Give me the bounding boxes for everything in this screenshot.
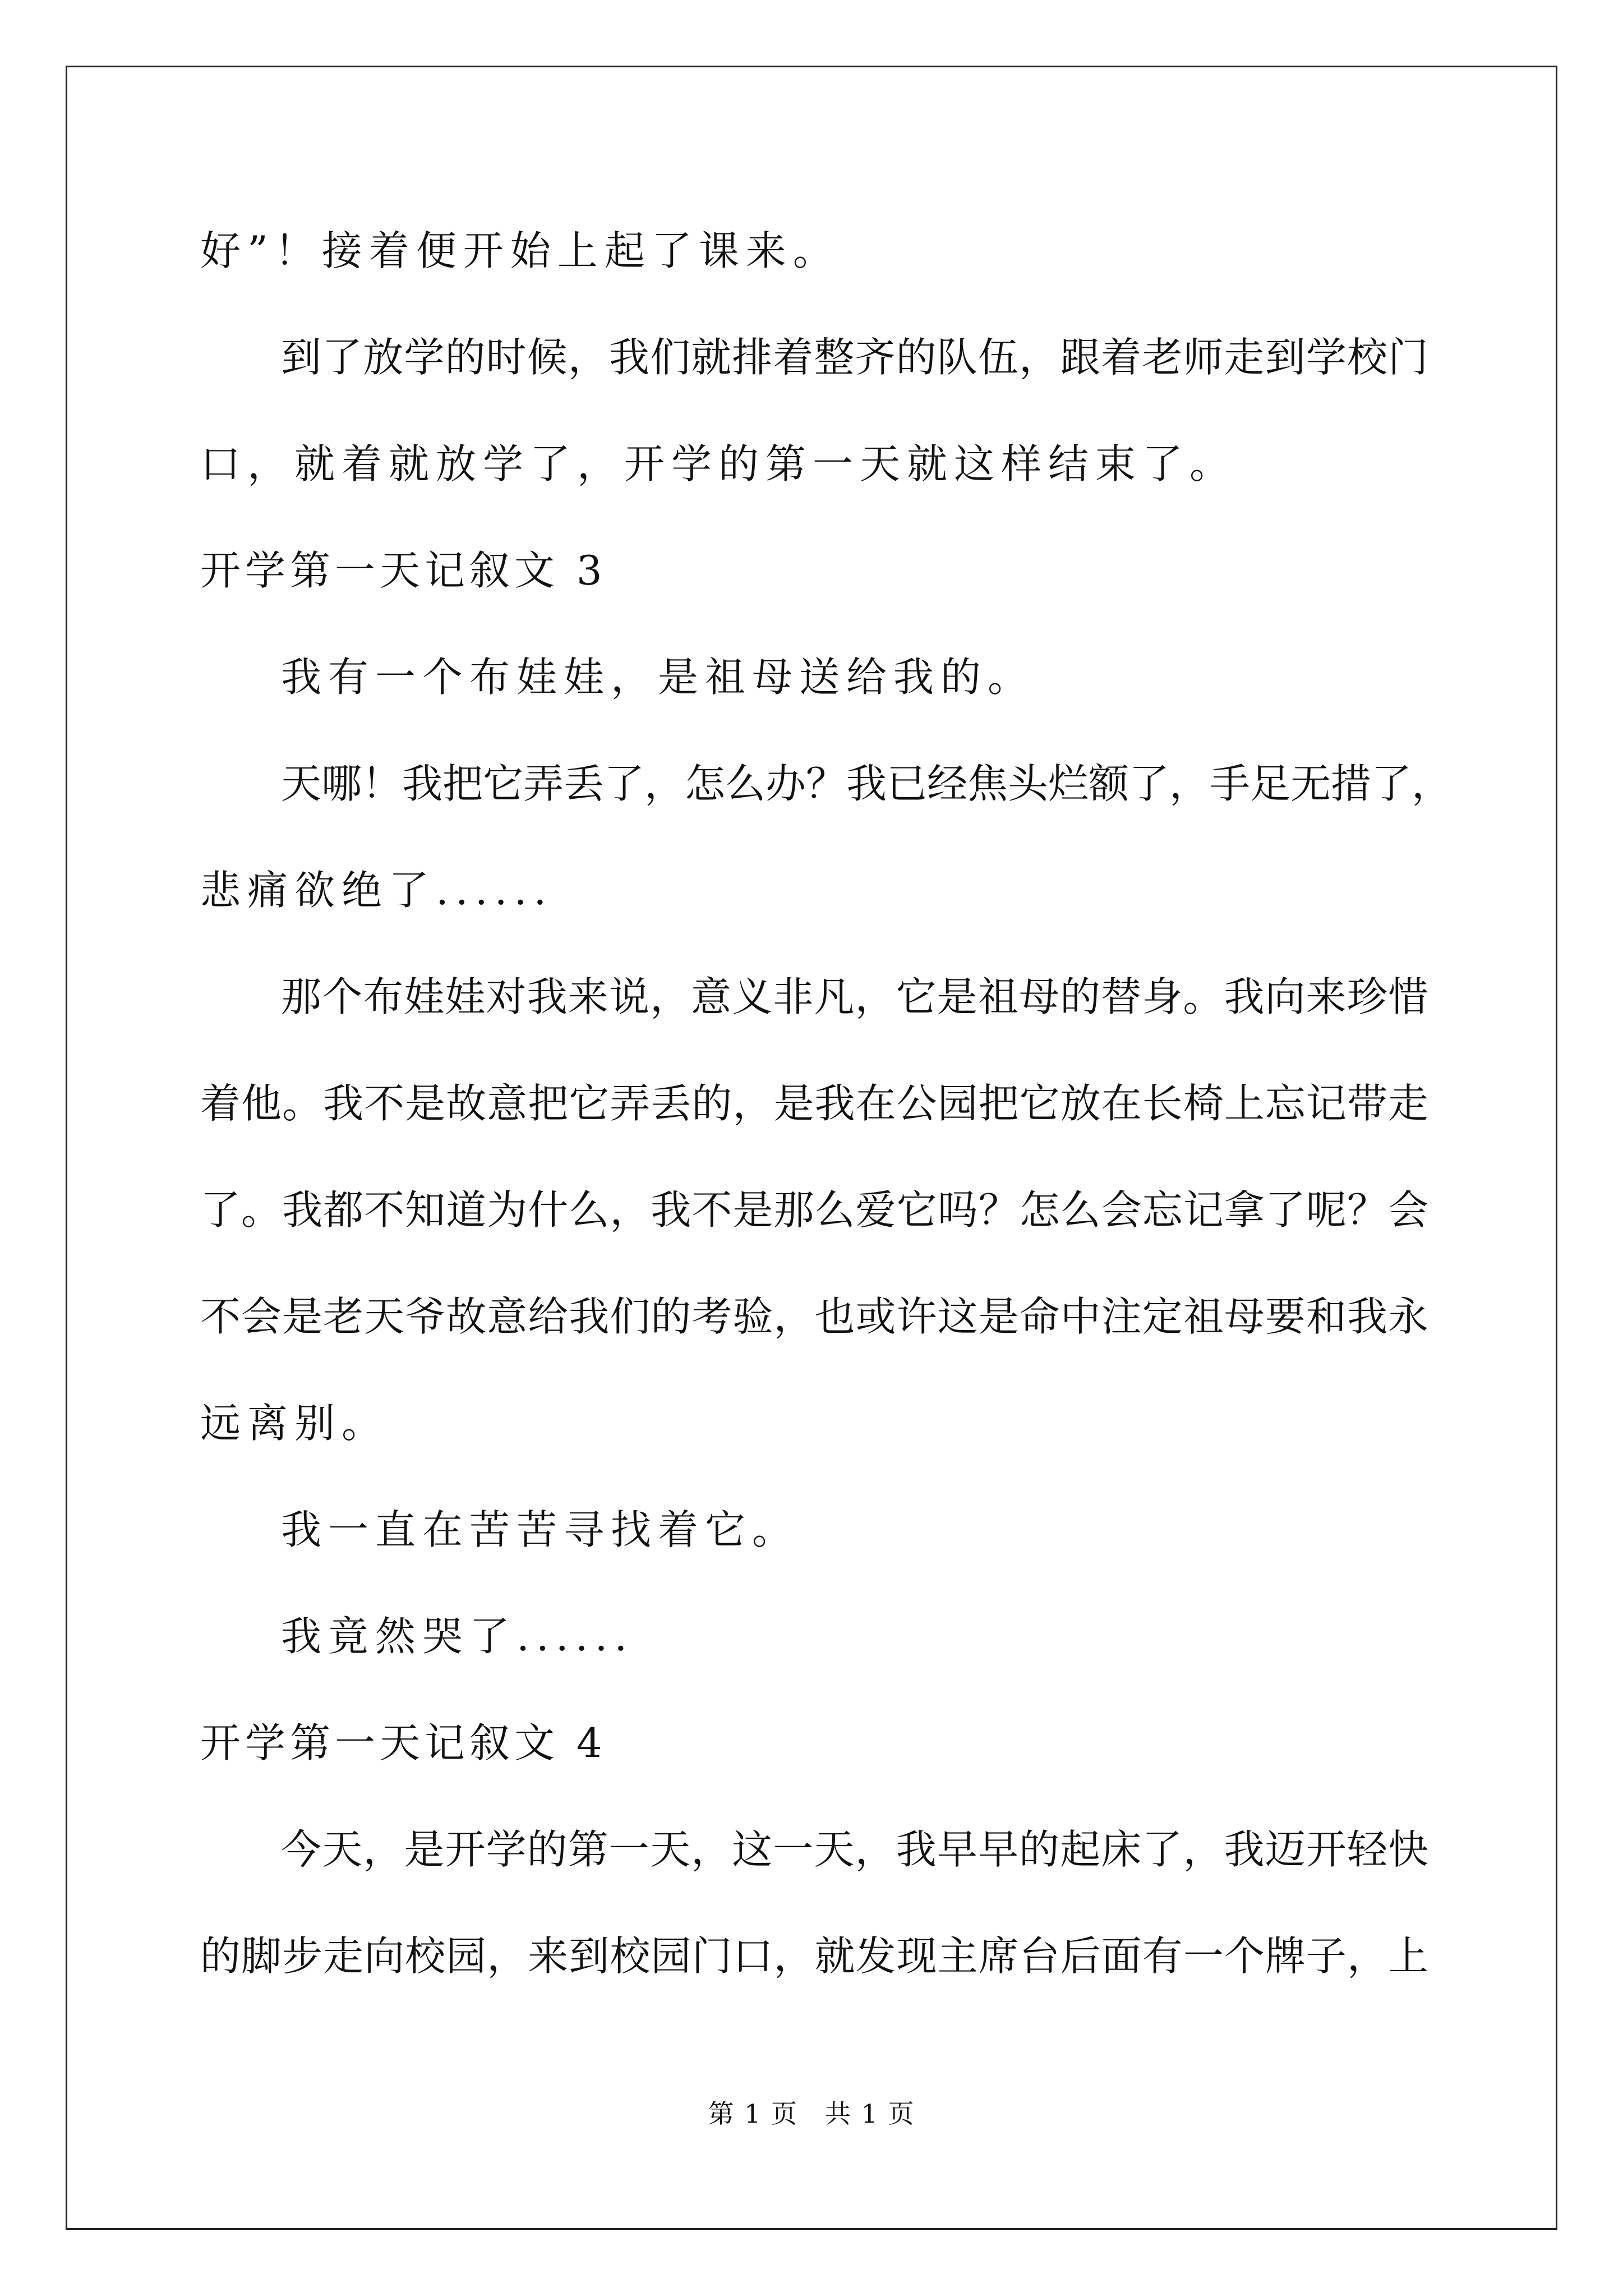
- text-line-17: 的脚步走向校园，来到校园门口，就发现主席台后面有一个牌子，上: [200, 1932, 1428, 1980]
- text-line-11: 不会是老天爷故意给我们的考验，也或许这是命中注定祖母要和我永: [200, 1293, 1428, 1340]
- text-line-6: 天哪！我把它弄丢了，怎么办？我已经焦头烂额了，手足无措了，: [281, 760, 1453, 807]
- text-line-12: 远离别。: [200, 1400, 389, 1447]
- text-line-8: 那个布娃娃对我来说，意义非凡，它是祖母的替身。我向来珍惜: [281, 973, 1428, 1020]
- page-total: 共 1 页: [825, 2099, 915, 2129]
- text-line-10: 了。我都不知道为什么，我不是那么爱它吗？怎么会忘记拿了呢？会: [200, 1186, 1428, 1234]
- text-line-16: 今天，是开学的第一天，这一天，我早早的起床了，我迈开轻快: [281, 1826, 1428, 1873]
- text-line-9: 着他。我不是故意把它弄丢的，是我在公园把它放在长椅上忘记带走: [200, 1080, 1428, 1127]
- text-line-14: 我竟然哭了......: [281, 1613, 634, 1660]
- text-line-1: 好”！接着便开始上起了课来。: [200, 227, 840, 274]
- text-line-3: 口，就着就放学了，开学的第一天就这样结束了。: [200, 440, 1237, 487]
- document-body: [200, 209, 1453, 2021]
- text-line-2: 到了放学的时候，我们就排着整齐的队伍，跟着老师走到学校门: [281, 334, 1428, 381]
- text-line-5: 我有一个布娃娃，是祖母送给我的。: [281, 654, 1035, 701]
- section-heading-4: 开学第一天记叙文 4: [200, 1719, 607, 1766]
- text-line-13: 我一直在苦苦寻找着它。: [281, 1506, 800, 1553]
- page-number: 第 1 页: [708, 2099, 798, 2129]
- text-line-7: 悲痛欲绝了......: [200, 867, 554, 914]
- page-footer: [0, 2097, 1623, 2131]
- section-heading-3: 开学第一天记叙文 3: [200, 547, 607, 594]
